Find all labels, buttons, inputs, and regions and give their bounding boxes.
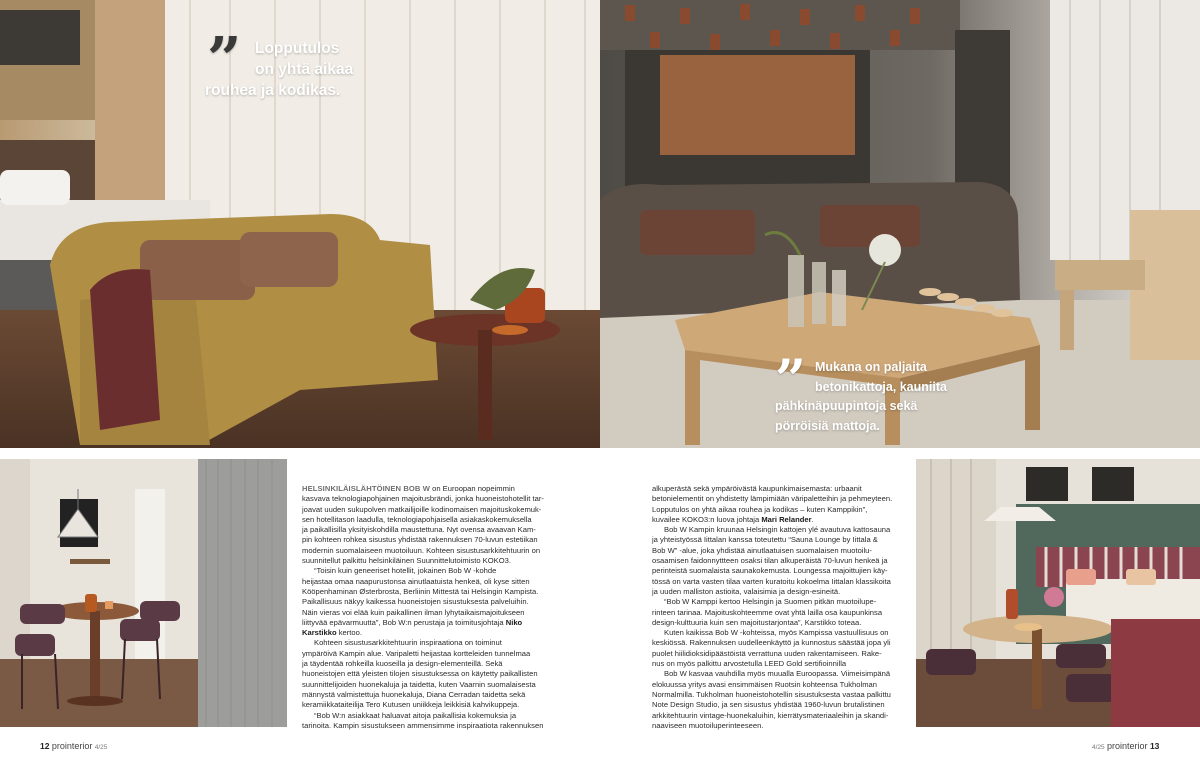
text-line: huoneistojen että yleisten tilojen sisustuksessa on käytetty paikallisten — [302, 669, 538, 679]
text-line: naaviseen muotoiluperinteeseen. — [652, 720, 764, 730]
pullquote-2 — [775, 347, 947, 436]
folio-left — [40, 741, 107, 751]
text-line: kuvailee KOKO3:n luova johtaja Mari Relander. — [652, 514, 814, 524]
text-line: Lopputulos on yhtä aikaa rouhea ja kodikas – kuten Kamppikin”, — [652, 504, 868, 514]
person-name: Karstikko — [302, 628, 337, 638]
text-line: Paikallisuus näkyy kaikessa huoneistojen sisustuksesta palveluihin. — [302, 597, 529, 607]
text-line: tössä on varta vasten tilaa varten kuratoitu kokoelma Iittalan klassikoita — [652, 576, 891, 586]
text-line: arkkitehtuurin vintage-huonekaluihin, kierrätysmateriaaleihin ja skandi- — [652, 710, 889, 720]
pullquote-1-line-1: Lopputulos — [255, 40, 340, 57]
text-line: betonielementit on yhdistetty lämpimiään väripaletteihin ja pehmeyteen. — [652, 494, 893, 504]
text-line: joavat uuden sukupolven matkailijoille kodinomaisen majoituskokemuk- — [302, 504, 542, 514]
person-name: Mari Relander — [761, 514, 812, 524]
text-line: rinteen tarinaa. Majoituskohteemme ovat yhtä lailla osa kaupunkinsa — [652, 607, 883, 617]
text-line: tarinoita. Kampin sisustukseen ammensimme inspiraatiota rakennuksen — [302, 720, 544, 730]
text-line: perinteistä suomalaista saunakokemusta. Loungessa majoittujien käy- — [652, 566, 888, 576]
text-line: “Bob W Kamppi kertoo Helsingin ja Suomen pitkän muotoilupe- — [664, 597, 877, 607]
folio-right — [1092, 741, 1159, 751]
person-name: Niko — [505, 617, 523, 627]
text-line: Kuten kaikissa Bob W -kohteissa, myös Kampissa vastuullisuus on — [664, 628, 889, 638]
text-line: Kööpenhaminan Østerbrosta, Berliinin Mittestä tai Helsingin Kampista. — [302, 586, 539, 596]
text-line: design-kulttuuria kuin sen majoitustarjontaa”, Karstikko toteaa. — [652, 617, 862, 627]
pullquote-2-line-4: pörröisiä mattoja. — [775, 418, 880, 433]
text-line: ja yhteistyössä Iittalan kanssa toteutettu “Sauna Lounge by Iittala & — [652, 535, 878, 545]
text-line: “Toisin kuin geneeriset hotellit, jokainen Bob W -kohde — [314, 566, 497, 576]
pullquote-2-line-2: betonikattoja, kauniita — [815, 379, 947, 394]
pullquote-2-line-3: pähkinäpuupintoja sekä — [775, 399, 918, 413]
text-line: heijastaa omaa naapurustonsa ainutlaatuista henkeä, oli kyse sitten — [302, 576, 530, 586]
text-line: suunnitellut palkittu helsinkiläinen Suunnittelutoimisto KOKO3. — [302, 556, 511, 566]
issue-label-right: 4/25 — [1092, 744, 1105, 751]
textile-curtain-photo — [198, 459, 287, 727]
article-column-2 — [652, 484, 902, 731]
article-lead-in: HELSINKILÄISLÄHTÖINEN BOB W — [302, 484, 430, 493]
room-dining-corner-photo — [0, 459, 198, 727]
pullquote-1-mark: ” — [207, 25, 242, 95]
text-line: ja uuden malliston astioita, valaisimia ja design-esineitä. — [652, 586, 841, 596]
text-line: puolet hiilidioksidipäästöistä verrattuna uuden rakentamiseen. Rake- — [652, 648, 882, 658]
text-line: keramiikkataiteilija Tero Kutusen uniikkeja leikkisiä kahvikuppeja. — [302, 700, 520, 710]
text-line: ja täydentää rohkeilla kuoseilla ja design-elementeillä. Sekä — [302, 659, 503, 669]
text-line: modernin suomalaiseen muotoiluun. Kohteen sisustusarkkitehtuurin on — [302, 545, 541, 555]
text-line: elokuussa yritys avasi ensimmäisen Ruotsin kohteensa Tukholman — [652, 679, 877, 689]
article-column-1 — [302, 484, 552, 731]
page-number-left: 12 — [40, 741, 50, 751]
pullquote-1-line-3: rouhea ja kodikas. — [205, 82, 341, 99]
text-line: Note Design Studio, ja sen sisustus yhdistää 1960-luvun brutalistinen — [652, 700, 885, 710]
text-line: alkuperästä sekä ympäröivästä kaupunkimaisemasta: urbaanit — [652, 484, 862, 493]
text-line: pin kohteen rohkea sisustus yhdistää rakennuksen 70-luvun estetiikan — [302, 535, 538, 545]
pullquote-2-mark: ” — [775, 347, 807, 411]
text-line: liittyvää epävarmuutta”, Bob W:n perustaja ja toimitusjohtaja Niko — [302, 617, 523, 627]
text-line: männystä valmistettuja huonekaluja, Diana Cerradan taidetta sekä — [302, 689, 526, 699]
text-line: osaamisen faidonnyttteen osaksi tilan alkuperäistä 70-luvun henkeä ja — [652, 556, 888, 566]
text-line: ja paikallisilla yksityiskohdilla maustettuna. Nyt ovensa avaavan Kam- — [302, 525, 536, 535]
issue-label-left: 4/25 — [94, 744, 108, 751]
pullquote-2-line-1: Mukana on paljaita — [815, 360, 927, 374]
text-line: keskiössä. Rakennuksen uudelleenkäyttö ja kunnostus säästää jopa yli — [652, 638, 891, 648]
text-line: Bob W Kampin kruunaa Helsingin kattojen ylé avautuva kattosauna — [664, 525, 891, 535]
pullquote-1-line-2: on yhtä aikaa — [255, 61, 354, 78]
magazine-brand-left: prointerior — [51, 741, 93, 751]
text-line: Kohteen sisustusarkkitehtuurin inspiraationa on toiminut — [314, 638, 502, 648]
text-line: Karstikko kertoo. — [302, 628, 362, 638]
text-line: “Bob W:n asiakkaat haluavat aitoja paikallisia kokemuksia ja — [314, 710, 517, 720]
room-dining-bed-photo — [916, 459, 1200, 727]
text-line: ympäröivä Kampin alue. Varipaletti heijastaa kortteleiden tunnelmaa — [302, 648, 531, 658]
text-line: Näin vieras voi elää kuin paikallinen ilman lyhytaikaismajoitukseen — [302, 607, 525, 617]
article-paragraph: HELSINKILÄISLÄHTÖINEN BOB W on Euroopan nopeimmin — [302, 484, 515, 493]
text-line: Bob W” -alue, joka yhdistää ainutlaatuisen suomalaisen muotoilu- — [652, 545, 872, 555]
magazine-brand-right: prointerior — [1107, 741, 1148, 751]
text-line: nus on myös palkittu arvostetulla LEED Gold sertifioinnilla — [652, 659, 847, 669]
text-line: Normalmilla. Tukholman huoneistohotellin sisustuksesta vastaa palkittu — [652, 689, 891, 699]
pullquote-1 — [205, 25, 354, 101]
page-number-right: 13 — [1149, 741, 1160, 751]
text-line: sen hotellitason laadulla, teknologiapohjaisella asiakaskokemuksella — [302, 514, 532, 524]
text-line: kasvava teknologiapohjainen majoitusbrändi, jonka huoneistohotellit tar- — [302, 494, 544, 504]
text-line: Bob W kasvaa vauhdilla myös muualla Euroopassa. Viimeisimpänä — [664, 669, 891, 679]
text-line: suunnittelijoiden huonekaluja ja taidetta, kuten Vaarnin suomalaisesta — [302, 679, 536, 689]
